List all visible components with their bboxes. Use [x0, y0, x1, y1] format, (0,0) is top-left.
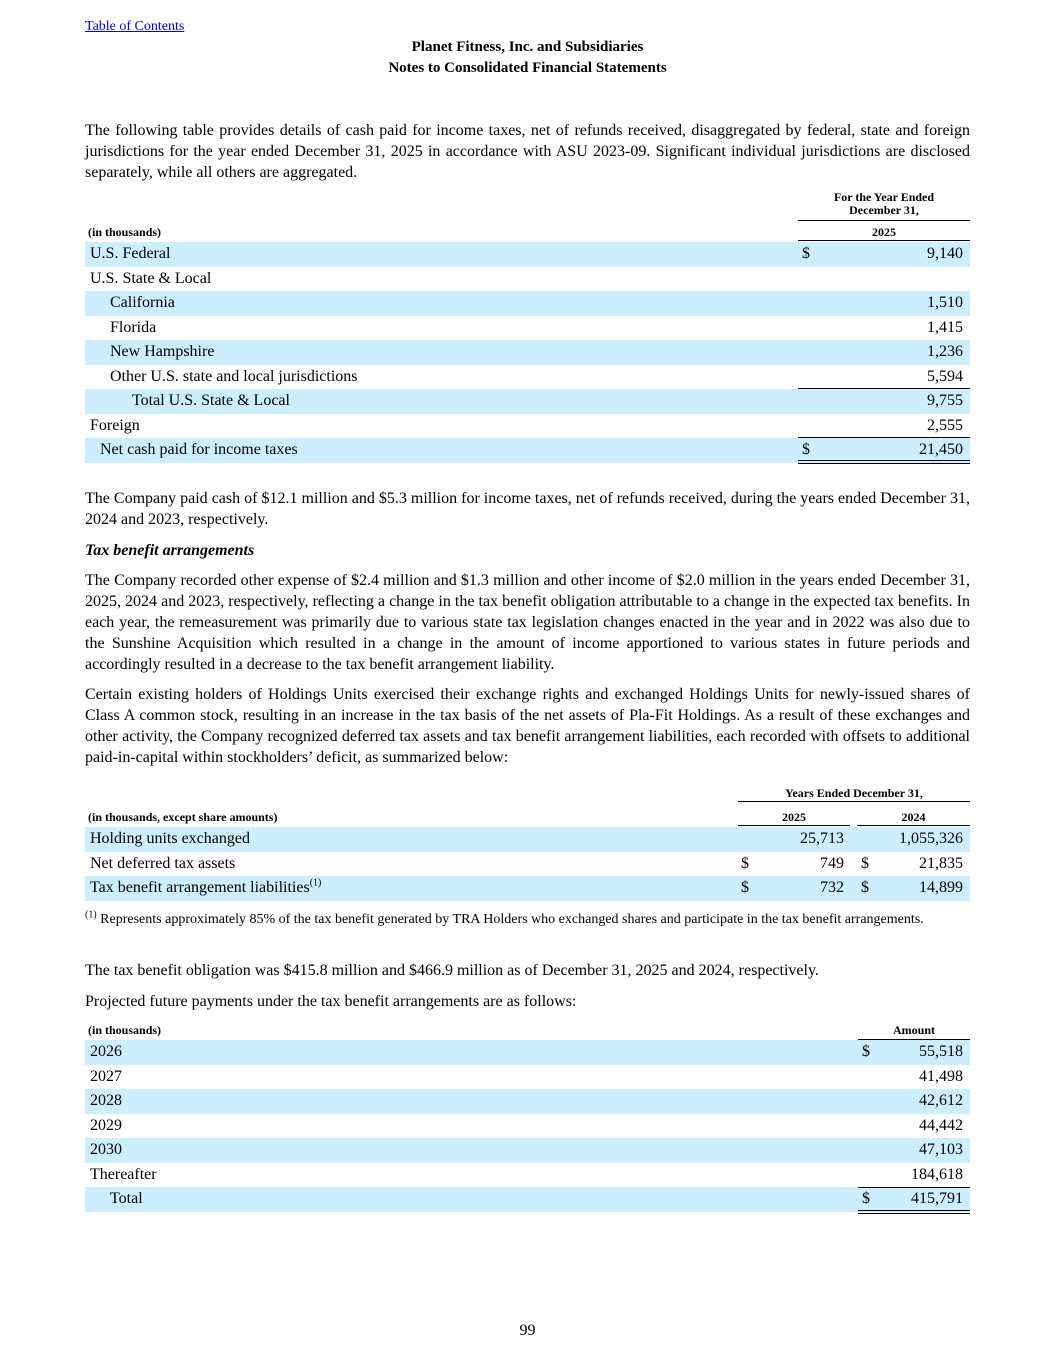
- table-row-total: Total $ 415,791: [85, 1187, 970, 1212]
- table-row: Total U.S. State & Local 9,755: [85, 389, 970, 414]
- table-row: U.S. State & Local: [90, 269, 212, 287]
- footnote-marker: (1): [309, 877, 322, 889]
- table-row: California 1,510: [85, 291, 970, 316]
- subtotal-rule: [798, 388, 970, 389]
- table-row: 2029 44,442: [90, 1116, 963, 1134]
- header-rule: [798, 220, 970, 221]
- projected-paragraph: Projected future payments under the tax benefit arrangements are as follows:: [85, 993, 577, 1010]
- header-rule: [738, 825, 850, 826]
- table3-unit-label: (in thousands): [88, 1023, 162, 1037]
- table3-amount-header: Amount: [892, 1023, 935, 1037]
- header-rule: [798, 240, 970, 241]
- total-rule: [798, 437, 970, 438]
- table1-period-header: [798, 191, 970, 217]
- table-row: 2027 41,498: [90, 1067, 963, 1085]
- table-row: 2028 42,612: [85, 1089, 970, 1114]
- company-name: Planet Fitness, Inc. and Subsidiaries: [411, 39, 644, 55]
- header-rule: [738, 801, 970, 802]
- table-of-contents-link[interactable]: Table of Contents: [85, 19, 185, 34]
- table-row: Tax benefit arrangement liabilities$^{(1)}$ $ 732 $ 14,899: [85, 876, 970, 901]
- header-rule: [857, 825, 970, 826]
- table1-unit-label: (in thousands): [88, 225, 162, 239]
- table-row: Florida 1,415: [110, 318, 963, 336]
- table1-period-header-line1: For the Year Ended: [833, 190, 935, 204]
- table-row: 2026 $ 55,518: [85, 1040, 970, 1065]
- table-row: U.S. Federal $ 9,140: [85, 242, 970, 267]
- table2-period-header: Years Ended December 31,: [785, 786, 923, 800]
- table-row: Holding units exchanged 25,713 1,055,326: [85, 827, 970, 852]
- table2-unit-label: (in thousands, except share amounts): [88, 810, 278, 824]
- table-row: Net deferred tax assets $ 749 $ 21,835: [90, 854, 963, 872]
- section-heading: Tax benefit arrangements: [85, 542, 255, 559]
- holders-paragraph: Certain existing holders of Holdings Units exercised their exchange rights and exchanged Holdings Units for newly-issued shares of Class A common stock, resulting in an increase in the tax basis of the net assets of Pla-Fit Holdings. As a result of these exchanges and other activity, the Company recognized deferred tax assets and tax benefit arrangement liabilities, each recorded with offsets to additional paid-in-capital within stockholders’ deficit, as summarized below:: [85, 686, 970, 766]
- table-row: New Hampshire 1,236: [85, 340, 970, 365]
- table1-year-header: 2025: [872, 225, 896, 239]
- table-row-total: Net cash paid for income taxes $ 21,450: [85, 438, 970, 463]
- table2-year-2025: 2025: [782, 810, 806, 824]
- double-underline: [798, 460, 970, 464]
- double-underline: [858, 1210, 970, 1214]
- footnote: $^{(1)}$ Represents approximately 85% of the tax benefit generated by TRA Holders who exchanged shares and participate in the tax benefit arrangements.: [85, 909, 924, 927]
- table-row: 2030 47,103: [85, 1138, 970, 1163]
- table1-period-header-line2: December 31,: [849, 203, 919, 217]
- other-expense-paragraph: The Company recorded other expense of $2.4 million and $1.3 million and other income of $2.0 million in the years ended December 31, 2025, 2024 and 2023, respectively, reflecting a change in the tax benefit obligation attributable to a change in the expected tax benefits. In each year, the remeasurement was primarily due to various state tax legislation changes enacted in the year and in 2022 was also due to the Sunshine Acquisition which resulted in a change in the amount of income apportioned to various states in future periods and accordingly resulted in a decrease to the tax benefit arrangement liability.: [85, 572, 970, 673]
- cash-paid-paragraph: The Company paid cash of $12.1 million and $5.3 million for income taxes, net of refunds received, during the years ended December 31, 2024 and 2023, respectively.: [85, 490, 970, 528]
- table-row: Other U.S. state and local jurisdictions 5,594: [110, 367, 963, 385]
- table2-year-2024: 2024: [901, 810, 926, 824]
- page-title: Notes to Consolidated Financial Statements: [388, 60, 667, 76]
- footnote-marker: (1): [85, 909, 97, 921]
- total-rule: [858, 1187, 970, 1188]
- page-number: 99: [519, 1322, 536, 1339]
- table-row: Thereafter 184,618: [90, 1165, 963, 1183]
- table-row: Foreign 2,555: [90, 416, 963, 434]
- intro-paragraph: The following table provides details of cash paid for income taxes, net of refunds received, disaggregated by federal, state and foreign jurisdictions for the year ended December 31, 2025 in accordance with ASU 2023-09. Significant individual jurisdictions are disclosed separately, while all others are aggregated.: [85, 122, 970, 181]
- obligation-paragraph: The tax benefit obligation was $415.8 million and $466.9 million as of December 31, 2025 and 2024, respectively.: [85, 962, 819, 979]
